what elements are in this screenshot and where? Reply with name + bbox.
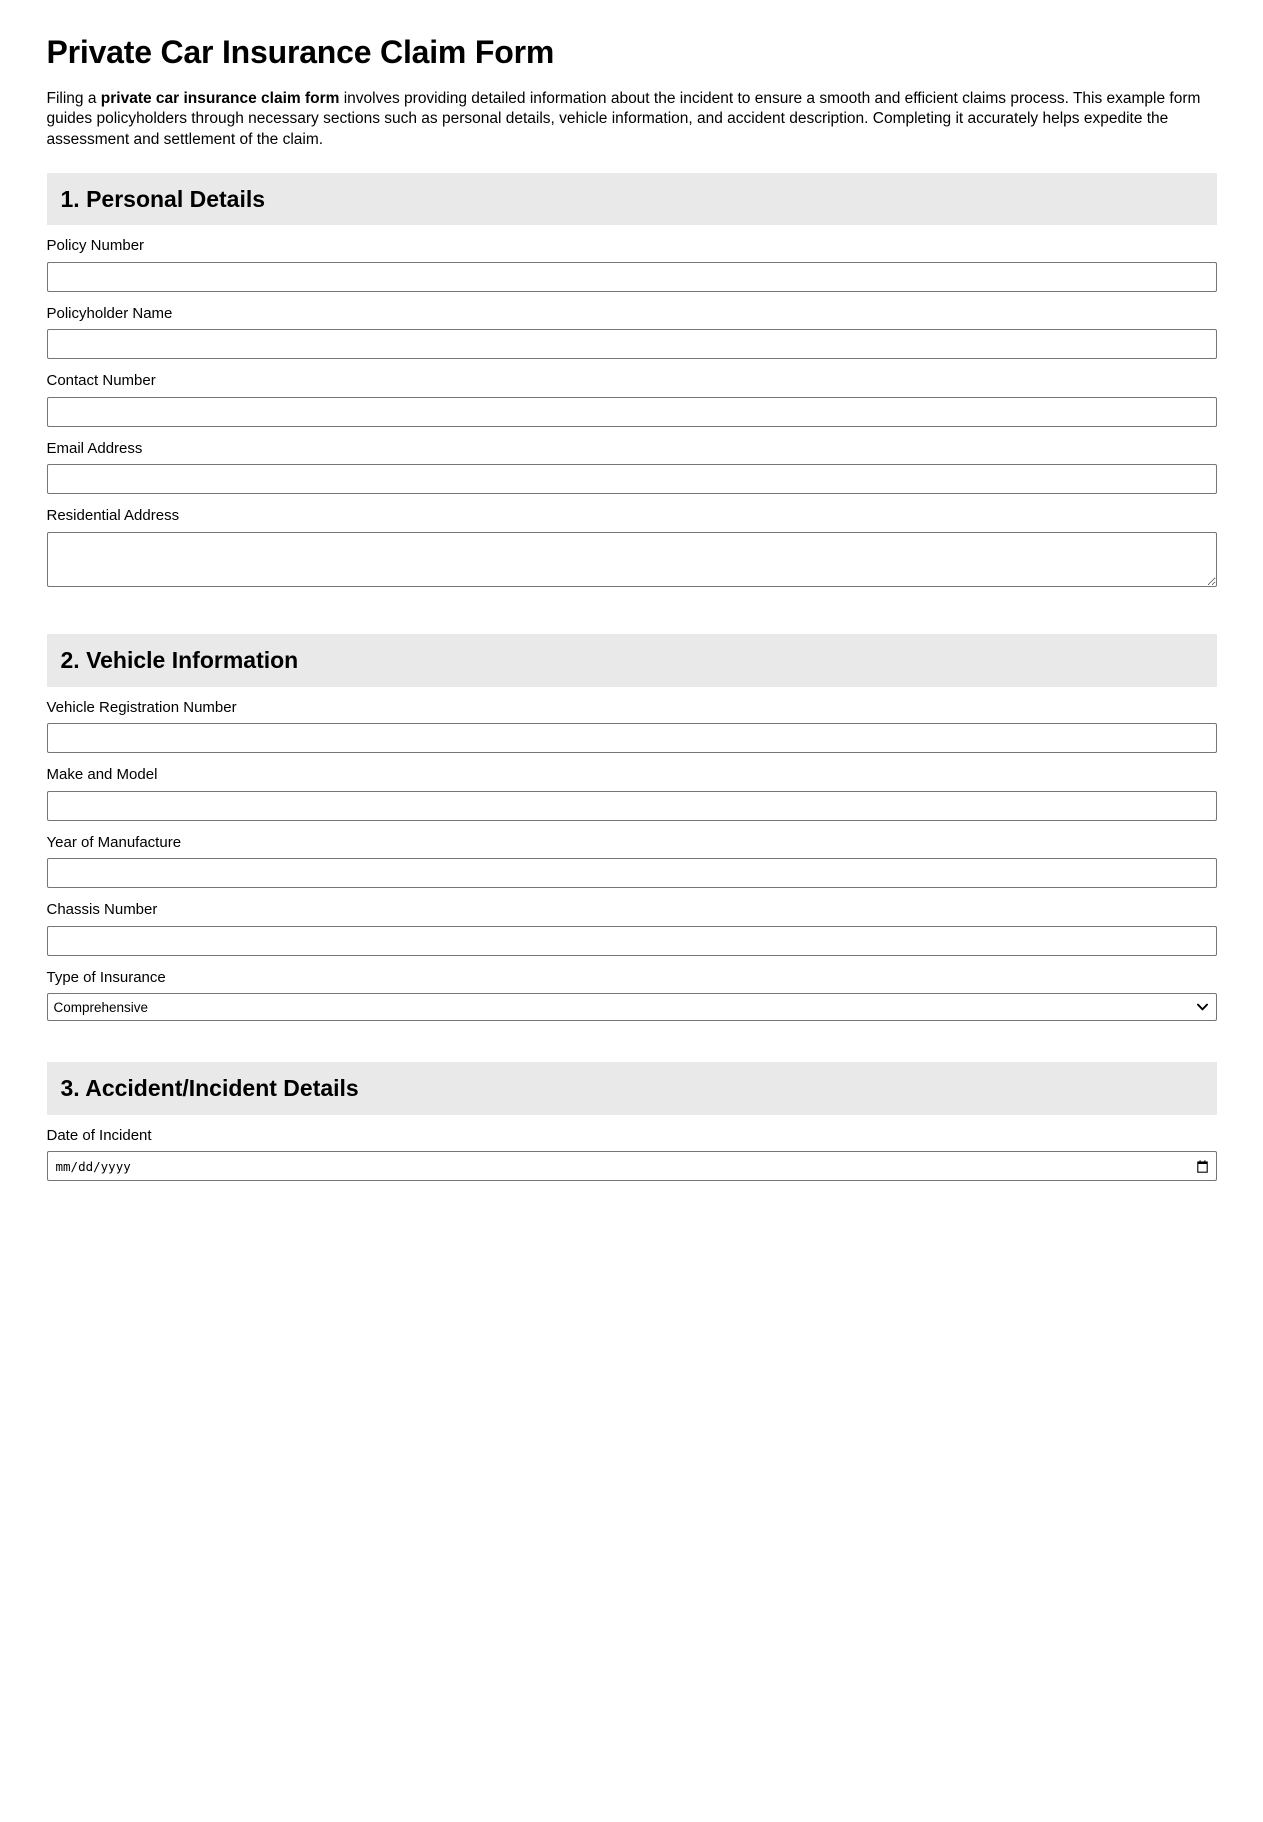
calendar-icon[interactable] bbox=[1197, 1160, 1208, 1173]
input-make-and-model[interactable] bbox=[47, 791, 1217, 821]
textarea-residential-address[interactable] bbox=[47, 532, 1217, 587]
field-chassis-number bbox=[47, 899, 1217, 956]
field-type-of-insurance bbox=[47, 967, 1217, 1022]
field-date-of-incident bbox=[47, 1125, 1217, 1182]
label-type-of-insurance: Type of Insurance bbox=[46, 968, 166, 986]
form-page bbox=[47, 0, 1217, 1181]
field-policy-number bbox=[47, 235, 1217, 292]
section-header-vehicle-information bbox=[47, 634, 1217, 687]
intro-text-lead: Filing a bbox=[46, 89, 101, 107]
form-intro-paragraph bbox=[47, 89, 1217, 151]
section-title: 3. Accident/Incident Details bbox=[60, 1075, 359, 1102]
intro-text-rest: involves providing detailed information about the incident to ensure a smooth and efficient claims process. This example form guides policyholders through necessary sections such as personal details, vehicle information, and accident description. Completing it accurately helps expedite the assessment and settlement of the claim. bbox=[46, 89, 1201, 149]
field-contact-number bbox=[47, 370, 1217, 427]
input-policy-number[interactable] bbox=[47, 262, 1217, 292]
field-policyholder-name bbox=[47, 303, 1217, 360]
section-body-accident-incident-details bbox=[47, 1115, 1217, 1182]
input-chassis-number[interactable] bbox=[47, 926, 1217, 956]
section-body-personal-details bbox=[47, 225, 1217, 587]
page-title: Private Car Insurance Claim Form bbox=[46, 34, 555, 70]
label-policy-number: Policy Number bbox=[46, 237, 145, 255]
section-body-vehicle-information bbox=[47, 687, 1217, 1022]
label-vehicle-registration-number: Vehicle Registration Number bbox=[46, 698, 237, 716]
date-wrapper-date-of-incident bbox=[47, 1151, 1217, 1181]
section-vehicle-information bbox=[47, 634, 1217, 1021]
field-residential-address bbox=[47, 505, 1217, 587]
section-personal-details bbox=[47, 173, 1217, 587]
section-title: 2. Vehicle Information bbox=[60, 646, 299, 673]
input-vehicle-registration-number[interactable] bbox=[47, 723, 1217, 753]
intro-bold-phrase: private car insurance claim form bbox=[100, 89, 340, 107]
input-email-address[interactable] bbox=[47, 464, 1217, 494]
field-make-and-model bbox=[47, 764, 1217, 821]
spacer bbox=[47, 1032, 1217, 1062]
section-title: 1. Personal Details bbox=[60, 185, 266, 212]
input-policyholder-name[interactable] bbox=[47, 329, 1217, 359]
field-year-of-manufacture bbox=[47, 832, 1217, 889]
label-date-of-incident: Date of Incident bbox=[46, 1126, 152, 1144]
label-policyholder-name: Policyholder Name bbox=[46, 304, 173, 322]
label-residential-address: Residential Address bbox=[46, 507, 180, 525]
section-header-personal-details bbox=[47, 173, 1217, 226]
label-make-and-model: Make and Model bbox=[46, 766, 158, 784]
input-contact-number[interactable] bbox=[47, 397, 1217, 427]
select-type-of-insurance[interactable] bbox=[47, 993, 1217, 1021]
section-accident-incident-details bbox=[47, 1062, 1217, 1181]
label-contact-number: Contact Number bbox=[46, 372, 156, 390]
field-vehicle-registration-number bbox=[47, 697, 1217, 754]
label-year-of-manufacture: Year of Manufacture bbox=[46, 833, 182, 851]
date-input-date-of-incident[interactable] bbox=[47, 1151, 1217, 1181]
label-email-address: Email Address bbox=[46, 439, 143, 457]
select-wrapper-type-of-insurance bbox=[47, 993, 1217, 1021]
spacer bbox=[47, 598, 1217, 634]
input-year-of-manufacture[interactable] bbox=[47, 858, 1217, 888]
date-placeholder-text: mm/dd/yyyy bbox=[55, 1158, 131, 1174]
section-header-accident-incident-details bbox=[47, 1062, 1217, 1115]
label-chassis-number: Chassis Number bbox=[46, 901, 158, 919]
field-email-address bbox=[47, 438, 1217, 495]
